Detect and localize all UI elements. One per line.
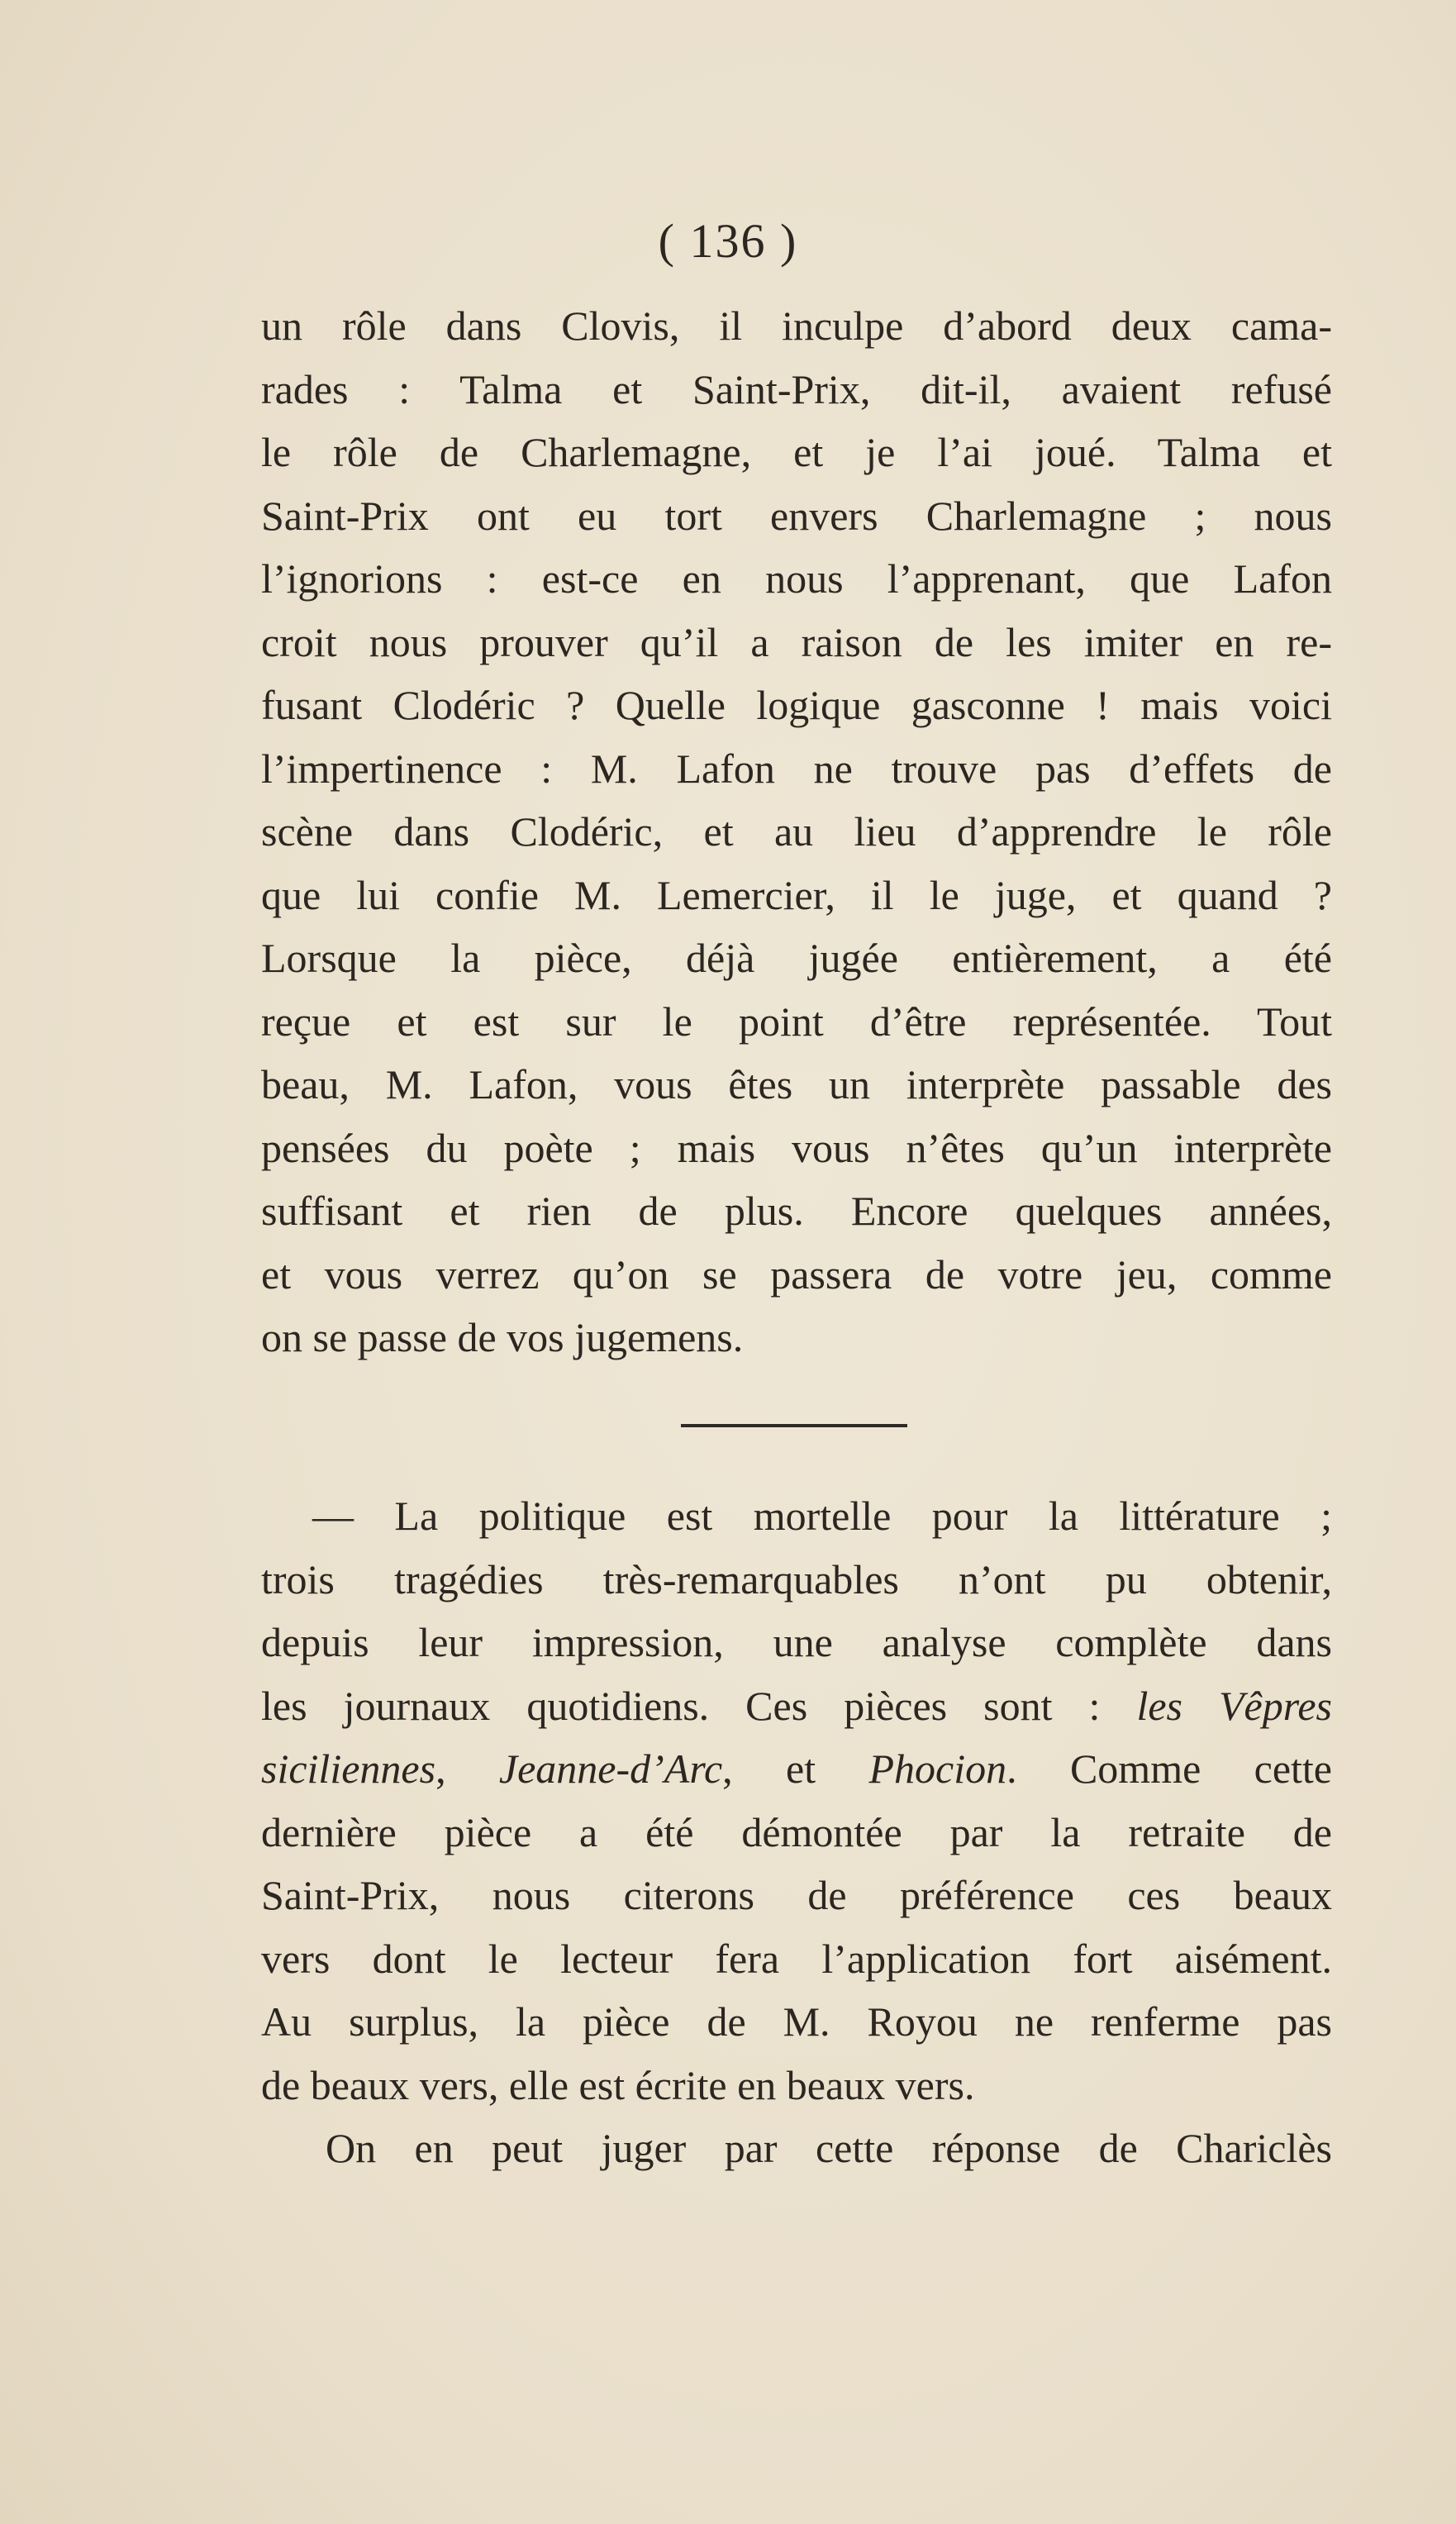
text-line-with-titles [261,1737,1332,1801]
text-line: rades : Talma et Saint-Prix, dit-il, avaient refusé [261,365,1332,412]
text-line: on se passe de vos jugemens. [261,1314,744,1360]
italic-title: siciliennes [261,1745,436,1792]
text-line-with-title [261,1674,1332,1738]
text-line: Saint-Prix ont eu tort envers Charlemagne ; nous [261,492,1332,539]
text-line: et vous verrez qu’on se passera de votre jeu, comme [261,1250,1332,1298]
italic-title: les Vêpres [1136,1682,1332,1729]
text-line: Saint-Prix, nous citerons de préférence ces beaux [261,1872,1332,1918]
text-line: beau, M. Lafon, vous êtes un interprète passable des [261,1061,1332,1107]
text-line: fusant Clodéric ? Quelle logique gasconne ! mais voici [261,682,1332,728]
text-line: pensées du poète ; mais vous n’êtes qu’un interprète [261,1124,1332,1171]
text-line: depuis leur impression, une analyse complète dans [261,1619,1332,1665]
text-line: scène dans Clodéric, et au lieu d’apprendre le rôle [261,808,1332,855]
page-number: ( 136 ) [658,214,798,268]
italic-title: Jeanne-d’Arc [498,1745,723,1792]
text-line: l’ignorions : est-ce en nous l’apprenant, que Lafon [261,555,1332,602]
text-line: dernière pièce a été démontée par la retraite de [261,1808,1332,1855]
text-line: Lorsque la pièce, déjà jugée entièrement, a été [261,935,1332,981]
text-line: — La politique est mortelle pour la littérature ; [312,1493,1332,1539]
text-line: le rôle de Charlemagne, et je l’ai joué. Talma et [261,429,1332,475]
text-line: On en peut juger par cette réponse de Chariclès [326,2125,1332,2171]
text-line: croit nous prouver qu’il a raison de les imiter en re- [261,618,1332,665]
text-line: un rôle dans Clovis, il inculpe d’abord deux cama- [261,302,1332,349]
text-line: reçue et est sur le point d’être représentée. Tout [261,998,1332,1045]
text-segment: les journaux quotidiens. Ces pièces sont : [261,1682,1137,1729]
text-line: Au surplus, la pièce de M. Royou ne renferme pas [261,1998,1332,2045]
section-divider [681,1424,907,1427]
text-segment: , et [722,1745,869,1792]
text-line: l’impertinence : M. Lafon ne trouve pas d’effets de [261,745,1332,792]
text-line: suffisant et rien de plus. Encore quelques années, [261,1188,1332,1234]
text-line: trois tragédies très-remarquables n’ont pu obtenir, [261,1555,1332,1603]
text-line: de beaux vers, elle est écrite en beaux vers. [261,2061,975,2108]
text-line: vers dont le lecteur fera l’application fort aisément. [261,1935,1332,1982]
text-segment: , [435,1745,499,1792]
text-segment: . Comme cette [1006,1745,1332,1792]
text-line: que lui confie M. Lemercier, il le juge, et quand ? [261,871,1332,918]
italic-title: Phocion [868,1745,1007,1792]
paragraph-politique [261,1484,1332,2180]
paragraph-lafon [261,294,1332,1369]
